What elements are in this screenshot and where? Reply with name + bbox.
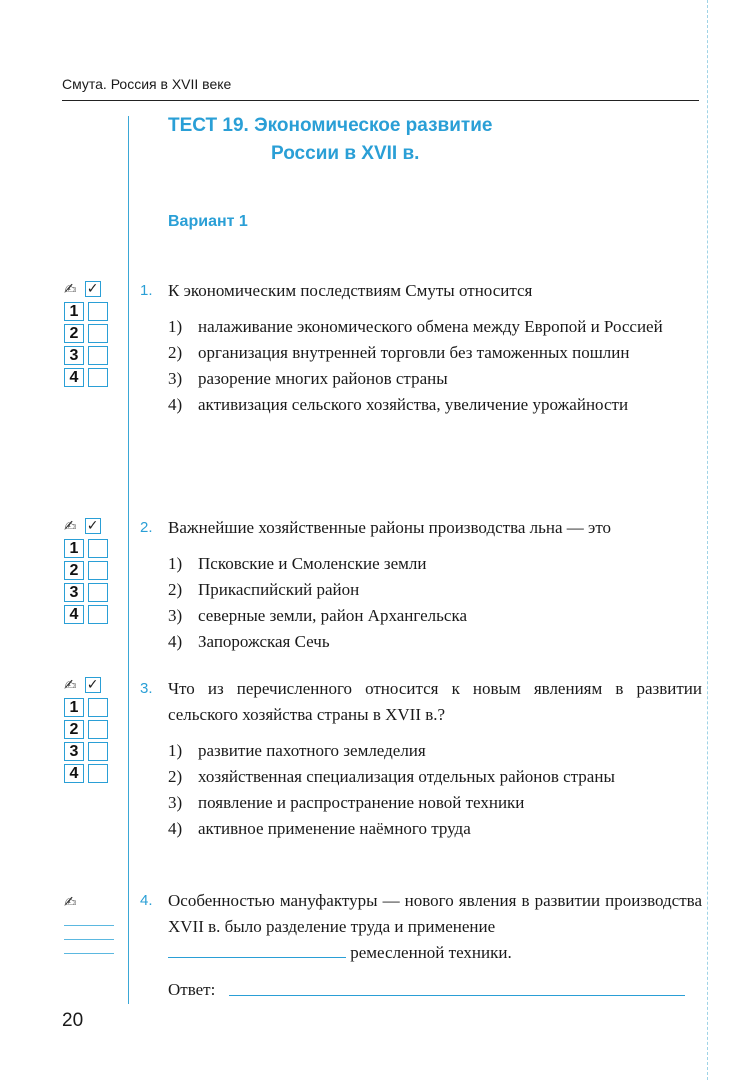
question-2: [140, 515, 702, 655]
option-number: 1: [64, 302, 84, 321]
option-2[interactable]: [168, 340, 702, 366]
check-icon: ✓: [85, 677, 101, 693]
variant-label: Вариант 1: [168, 213, 248, 230]
option-2[interactable]: [168, 577, 702, 603]
question-3: [140, 676, 702, 842]
answer-cell-1[interactable]: [88, 698, 108, 717]
option-1[interactable]: [168, 551, 702, 577]
question-number: 3.: [140, 680, 153, 697]
option-number: 1): [168, 741, 183, 760]
answer-cell-1[interactable]: [88, 539, 108, 558]
option-number: 2: [64, 720, 84, 739]
option-text: Прикаспийский район: [198, 580, 360, 599]
option-number: 1: [64, 539, 84, 558]
pen-icon: ✍: [64, 893, 77, 911]
option-number: 4: [64, 764, 84, 783]
option-number: 2): [168, 767, 183, 786]
running-head: Смута. Россия в XVII веке: [62, 76, 232, 92]
option-number: 1): [168, 317, 183, 336]
page-trim-line: [707, 0, 708, 1080]
option-number: 4): [168, 819, 183, 838]
question-text: Важнейшие хозяйственные районы производства льна — это: [168, 518, 612, 537]
option-text: развитие пахотного земледелия: [198, 741, 426, 760]
answer-cell-1[interactable]: [88, 302, 108, 321]
answer-box-q1: [64, 279, 120, 387]
option-number: 2): [168, 343, 183, 362]
pen-icon: ✍: [64, 280, 77, 298]
option-text: организация внутренней торговли без таможенных пошлин: [198, 343, 630, 362]
option-4[interactable]: [168, 816, 702, 842]
option-3[interactable]: [168, 603, 702, 629]
margin-rule: [128, 116, 129, 1004]
question-text-main: Особенностью мануфактуры — нового явления в развитии производства XVII в. было разделение труда и применение: [168, 891, 702, 936]
write-line[interactable]: [64, 939, 114, 940]
option-number: 3: [64, 346, 84, 365]
option-text: активное применение наёмного труда: [198, 819, 471, 838]
option-text: Запорожская Сечь: [198, 632, 330, 651]
answer-label: Ответ:: [168, 980, 216, 999]
test-title-line1: ТЕСТ 19. Экономическое развитие: [168, 115, 493, 136]
question-text: [168, 888, 702, 966]
option-list: [168, 738, 702, 842]
option-text: хозяйственная специализация отдельных районов страны: [198, 767, 615, 786]
option-number: 3: [64, 742, 84, 761]
write-line[interactable]: [64, 925, 114, 926]
option-text: северные земли, район Архангельска: [198, 606, 467, 625]
option-number: 2: [64, 561, 84, 580]
question-4: [140, 888, 702, 966]
question-number: 2.: [140, 519, 153, 536]
question-text: Что из перечисленного относится к новым явлениям в развитии сельского хозяйства страны в XVII в.?: [168, 679, 702, 724]
option-number: 3: [64, 583, 84, 602]
question-text: К экономическим последствиям Смуты относится: [168, 281, 533, 300]
option-number: 3): [168, 606, 183, 625]
answer-cell-4[interactable]: [88, 764, 108, 783]
answer-cell-2[interactable]: [88, 720, 108, 739]
answer-cell-4[interactable]: [88, 605, 108, 624]
check-icon: ✓: [85, 281, 101, 297]
option-number: 4: [64, 368, 84, 387]
test-title: [168, 112, 588, 168]
answer-line[interactable]: [229, 995, 685, 996]
option-number: 4): [168, 632, 183, 651]
answer-cell-4[interactable]: [88, 368, 108, 387]
option-number: 3): [168, 793, 183, 812]
option-text: разорение многих районов страны: [198, 369, 448, 388]
question-number: 1.: [140, 282, 153, 299]
fill-in-blank[interactable]: [168, 943, 346, 958]
option-4[interactable]: [168, 392, 702, 418]
option-number: 3): [168, 369, 183, 388]
option-1[interactable]: [168, 738, 702, 764]
check-icon: ✓: [85, 518, 101, 534]
question-1: [140, 278, 702, 418]
option-3[interactable]: [168, 366, 702, 392]
option-text: Псковские и Смоленские земли: [198, 554, 427, 573]
option-number: 1: [64, 698, 84, 717]
option-number: 2): [168, 580, 183, 599]
option-number: 4): [168, 395, 183, 414]
option-list: [168, 314, 702, 418]
answer-row: [168, 980, 685, 1000]
answer-cell-2[interactable]: [88, 324, 108, 343]
option-1[interactable]: [168, 314, 702, 340]
test-title-line2: России в XVII в.: [271, 143, 420, 164]
answer-cell-3[interactable]: [88, 583, 108, 602]
option-number: 2: [64, 324, 84, 343]
answer-cell-2[interactable]: [88, 561, 108, 580]
option-4[interactable]: [168, 629, 702, 655]
question-number: 4.: [140, 892, 153, 909]
option-2[interactable]: [168, 764, 702, 790]
option-text: активизация сельского хозяйства, увеличение урожайности: [198, 395, 629, 414]
page-number: 20: [62, 1010, 84, 1031]
answer-box-q2: [64, 516, 120, 624]
pen-icon: ✍: [64, 517, 77, 535]
option-text: появление и распространение новой техники: [198, 793, 525, 812]
pen-icon: ✍: [64, 676, 77, 694]
header-rule: [62, 100, 699, 101]
option-number: 4: [64, 605, 84, 624]
question-text-after-blank: ремесленной техники.: [350, 943, 512, 962]
answer-box-q3: [64, 675, 120, 783]
answer-cell-3[interactable]: [88, 346, 108, 365]
option-list: [168, 551, 702, 655]
write-line[interactable]: [64, 953, 114, 954]
option-text: налаживание экономического обмена между Европой и Россией: [198, 317, 663, 336]
option-3[interactable]: [168, 790, 702, 816]
answer-cell-3[interactable]: [88, 742, 108, 761]
write-box-q4: [64, 892, 120, 954]
option-number: 1): [168, 554, 183, 573]
